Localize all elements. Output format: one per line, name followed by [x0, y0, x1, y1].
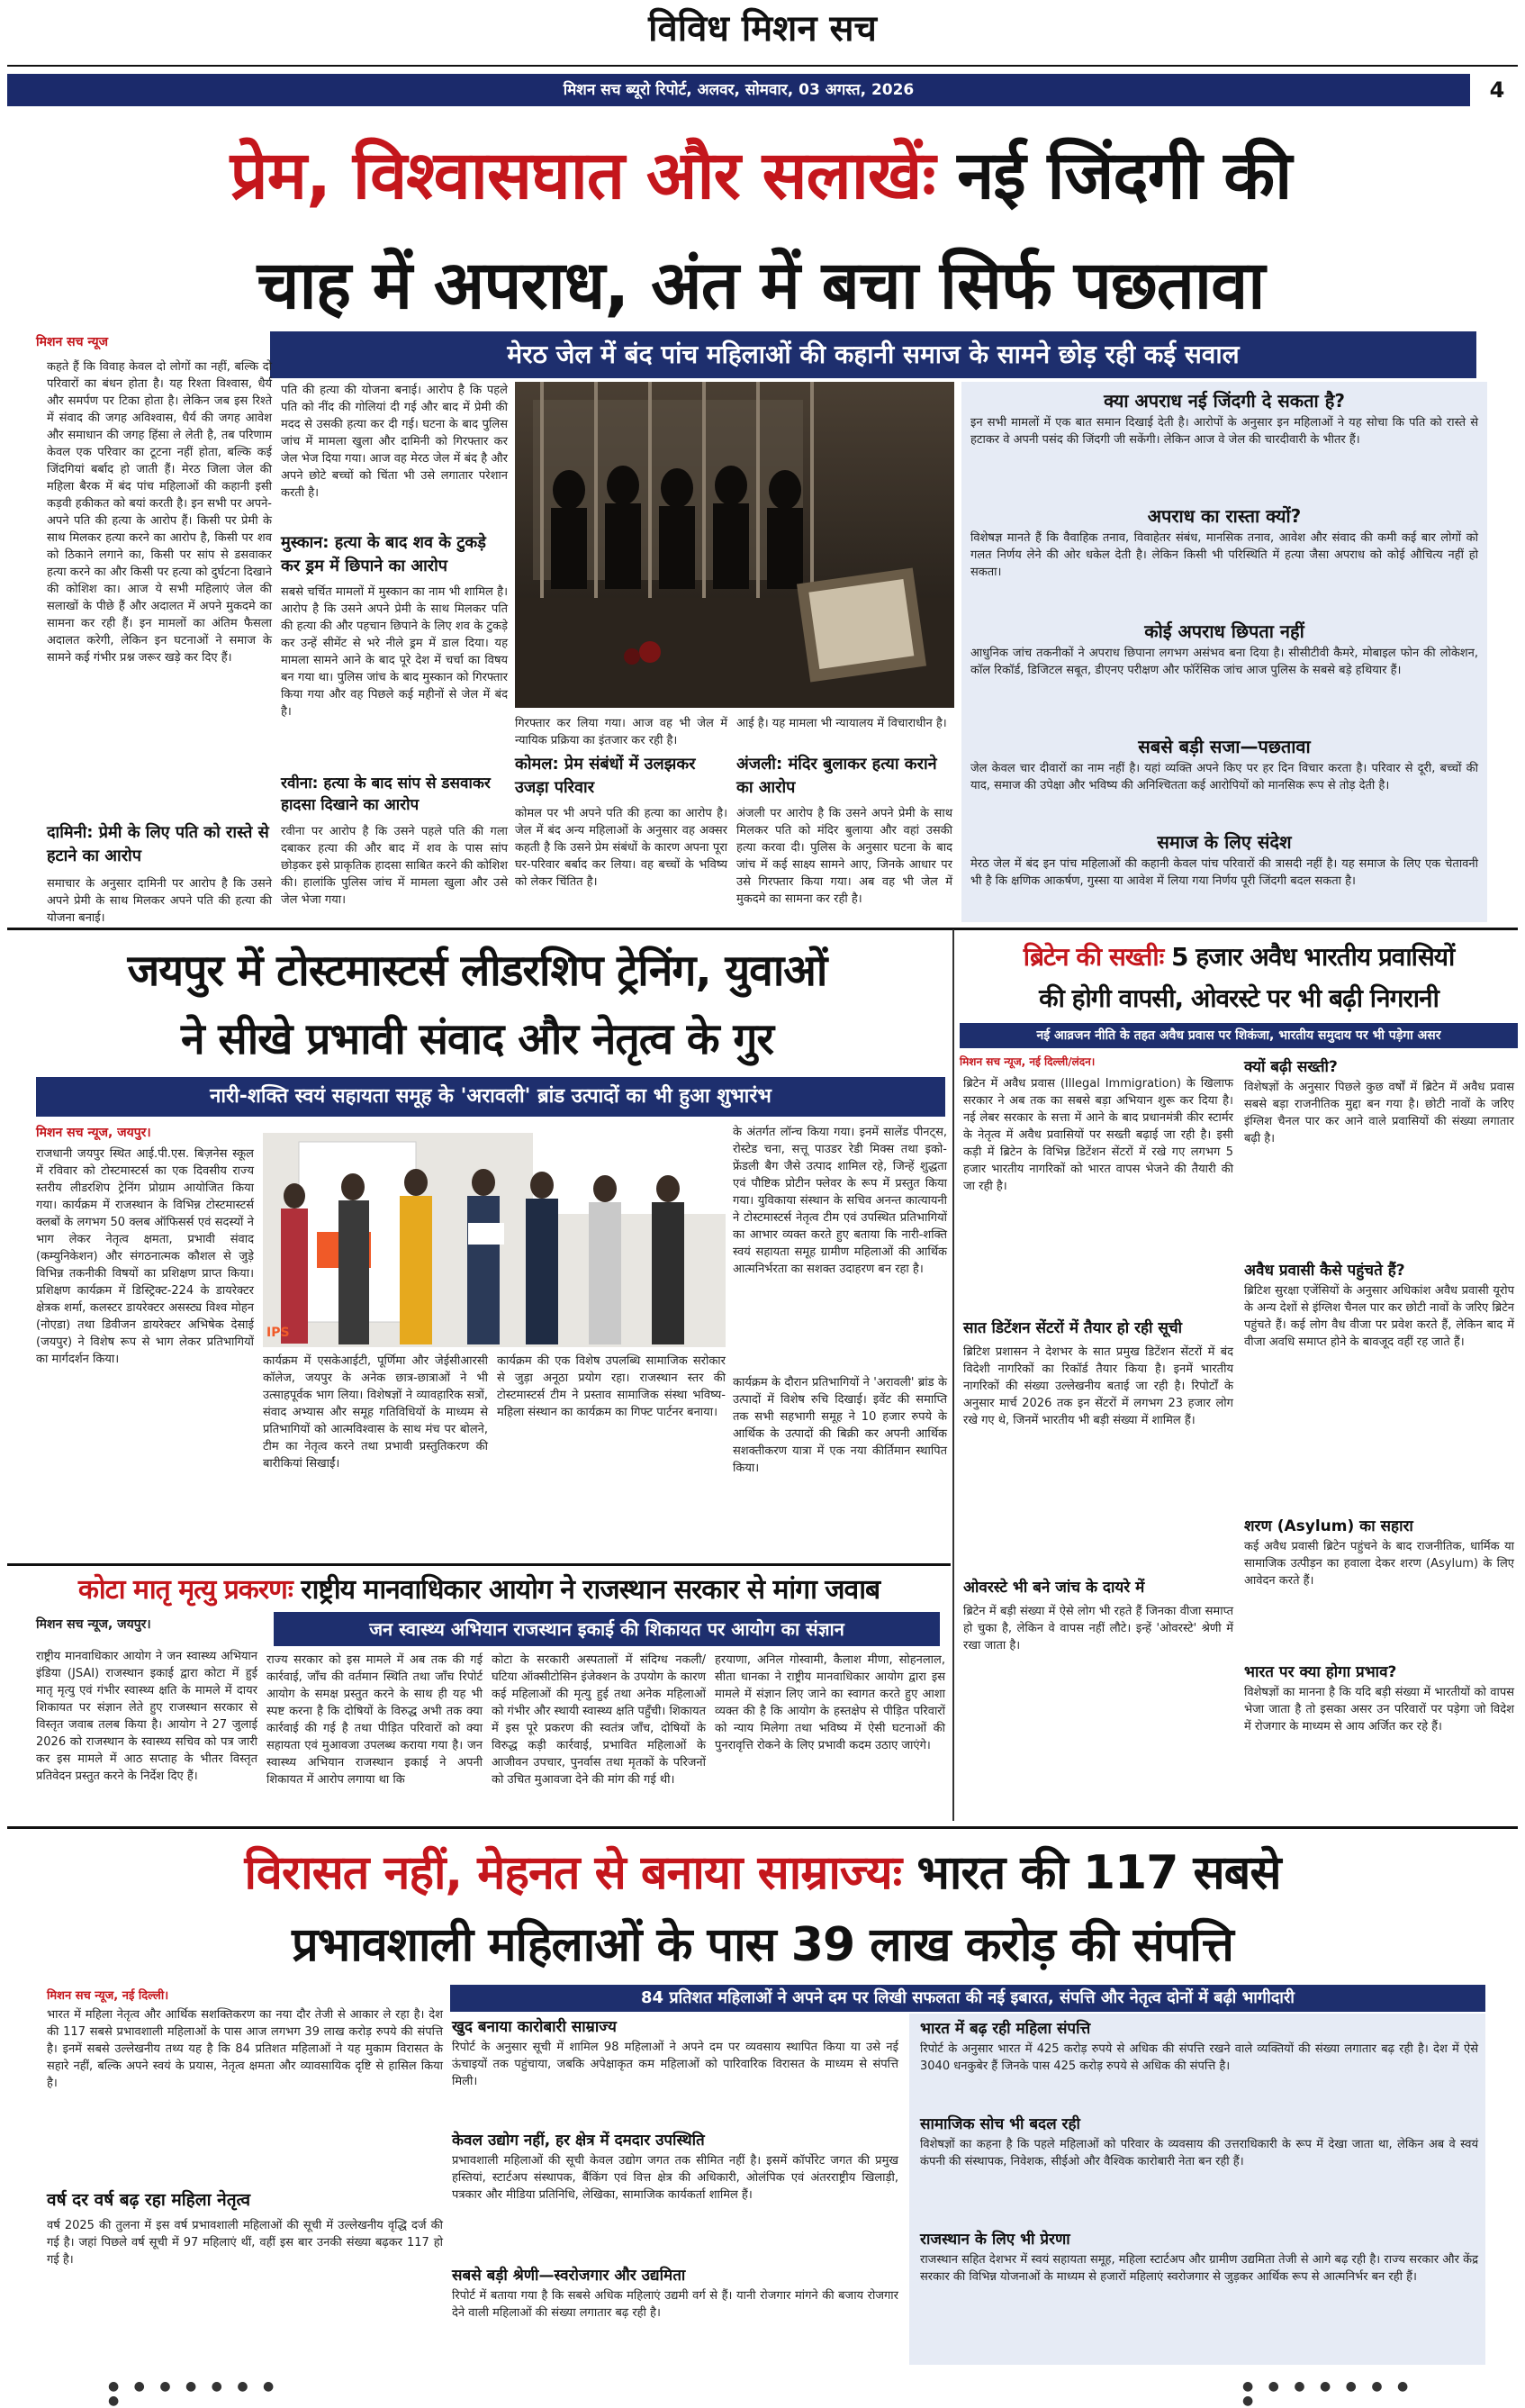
story5-headline-line1: [9, 1837, 1516, 1909]
masthead-rule: [7, 65, 1518, 67]
story3-byline: मिशन सच न्यूज, जयपुर।: [36, 1617, 151, 1632]
story1-col2-subhead2: रवीना: हत्या के बाद सांप से डसवाकर हादसा दिखाने का आरोप: [281, 774, 491, 814]
masthead: [0, 0, 1525, 58]
story4-col2-subhead3: शरण (Asylum) का सहारा: [1244, 1517, 1413, 1535]
story5-col2b: प्रभावशाली महिलाओं की सूची केवल उद्योग जगत तक सीमित नहीं है। इसमें कॉर्पोरेट जगत की प्रमुख हस्तियां, स्टार्टअप संस्थापक, बैंकिंग एवं वित्त क्षेत्र की अधिकारी, ओलंपिक एवं अंतरराष्ट्रीय खिलाड़ी, पत्रकार और मीडिया प्रतिनिधि, लेखिका, सामाजिक कार्यकर्ता शामिल हैं।: [452, 2154, 898, 2202]
registration-marks-right: ● ● ● ● ● ● ● ●: [1242, 2379, 1414, 2408]
story4-strap: नई आव्रजन नीति के तहत अवैध प्रवास पर शिकंजा, भारतीय समुदाय पर भी पड़ेगा असर: [960, 1023, 1518, 1048]
page-number: 4: [1489, 77, 1505, 103]
story3-headline-red: कोटा मातृ मृत्यु प्रकरणः: [77, 1574, 293, 1606]
story1-right-heading2: अपराध का रास्ता क्यों?: [1147, 505, 1302, 527]
story4-headline-dark: 5 हजार अवैध भारतीय प्रवासियों: [1171, 942, 1455, 972]
story1-right-d: जेल केवल चार दीवारों का नाम नहीं है। यहां व्यक्ति अपने किए पर हर दिन विचार करता है। परिवार से दूरी, बच्चों की याद, समाज की उपेक्षा और भविष्य की अनिश्चितता कई आरोपियों को मानसिक रूप से तोड़ देती है।: [970, 762, 1478, 792]
story1-headline-dark: नई जिंदगी की: [957, 137, 1292, 214]
story5-headline-red: विरासत नहीं, मेहनत से बनाया साम्राज्यः: [244, 1846, 902, 1900]
story4-col1-subhead1: सात डिटेंशन सेंटरों में तैयार हो रही सूची: [963, 1319, 1183, 1337]
story1-mid-d: अंजली पर आरोप है कि उसने अपने प्रेमी के साथ मिलकर पति को मंदिर बुलाया और वहां उसकी हत्या करवा दी। पुलिस के अनुसार घटना के बाद जांच में कई साक्ष्य सामने आए, जिनके आधार पर उसे गिरफ्तार किया गया। अब वह भी जेल में मुकदमे का सामना कर रही है।: [736, 807, 952, 906]
story5-col1: भारत में महिला नेतृत्व और आर्थिक सशक्तिकरण का नया दौर तेजी से आकार ले रहा है। देश की 117 सबसे प्रभावशाली महिलाओं के पास आज लगभग 39 लाख करोड़ रुपये की संपत्ति है। इनमें सबसे उल्लेखनीय तथ्य यह है कि 84 प्रतिशत महिलाओं ने यह मुकाम विरासत के सहारे नहीं, बल्कि अपने स्वयं के प्रयास, नेतृत्व क्षमता और व्यावसायिक दृष्टि से हासिल किया है।: [47, 2008, 443, 2090]
story1-col2-subhead1: मुस्कान: हत्या के बाद शव के टुकड़े कर ड्रम में छिपाने का आरोप: [281, 533, 486, 575]
story5-col3c: राजस्थान सहित देशभर में स्वयं सहायता समूह, महिला स्टार्टअप और ग्रामीण उद्यमिता तेजी से आगे बढ़ रही है। राज्य सरकार और केंद्र सरकार की विभिन्न योजनाओं के माध्यम से हजारों महिलाएं स्वरोजगार से जुड़कर आर्थिक रूप से आत्मनिर्भर बन रही हैं।: [920, 2253, 1478, 2284]
story2-headline-line1: जयपुर में टोस्टमास्टर्स लीडरशिप ट्रेनिंग, युवाओं: [127, 946, 827, 996]
story4-col2d: विशेषज्ञों का मानना है कि यदि बड़ी संख्या में भारतीयों को वापस भेजा जाता है तो इसका असर उन परिवारों पर पड़ेगा जो विदेश में रोजगार के माध्यम से आय अर्जित कर रहे हैं।: [1244, 1686, 1514, 1734]
event-banner-text: IPS: [266, 1326, 290, 1340]
story4-col2b: ब्रिटिश सुरक्षा एजेंसियों के अनुसार अधिकांश अवैध प्रवासी यूरोप के अन्य देशों से इंग्लिश चैनल पार कर छोटी नावों के जरिए ब्रिटेन पहुंचते हैं। कई लोग वैध वीजा पर प्रवेश करते हैं, लेकिन बाद में वीजा अवधि समाप्त होने के बावजूद वहीं रह जाते हैं।: [1244, 1284, 1514, 1349]
story1-mid-subhead2: अंजली: मंदिर बुलाकर हत्या कराने का आरोप: [736, 755, 937, 797]
story1-right-c: आधुनिक जांच तकनीकों ने अपराध छिपाना लगभग असंभव बना दिया है। सीसीटीवी कैमरे, मोबाइल फोन की लोकेशन, कॉल रिकॉर्ड, डिजिटल सबूत, डीएनए परीक्षण और फॉरेंसिक जांच आज पुलिस के सबसे बड़े हथियार हैं।: [970, 647, 1478, 677]
story2-col3b: कार्यक्रम के दौरान प्रतिभागियों ने 'अरावली' ब्रांड के उत्पादों में विशेष रुचि दिखाई। इवेंट की समाप्ति तक सभी सहभागी समूह ने 10 हजार रुपये के आर्थिक के उत्पादों की बिक्री कर अपनी आर्थिक सशक्तीकरण यात्रा में एक नया कीर्तिमान स्थापित किया।: [733, 1376, 947, 1475]
story4-col2a: विशेषज्ञों के अनुसार पिछले कुछ वर्षों में ब्रिटेन में अवैध प्रवास सबसे बड़ा राजनीतिक मुद्दा बन गया है। छोटी नावों के जरिए इंग्लिश चैनल पार कर आने वाले प्रवासियों की संख्या लगातार बढ़ी है।: [1244, 1081, 1514, 1145]
column-rule: [952, 929, 954, 1821]
story1-col2b: सबसे चर्चित मामलों में मुस्कान का नाम भी शामिल है। आरोप है कि उसने अपने प्रेमी के साथ मिलकर पति की हत्या की और पहचान छिपाने के लिए शव के टुकड़े कर उन्हें सीमेंट से भरे नीले ड्रम में डाल दिया। यह मामला सामने आने के बाद पूरे देश में चर्चा का विषय बन गया था। पुलिस जांच के बाद मुस्कान को गिरफ्तार किया गया और वह पिछले कई महीनों से जेल में बंद है।: [281, 585, 508, 719]
story4-col1c: ब्रिटेन में बड़ी संख्या में ऐसे लोग भी रहते हैं जिनका वीजा समाप्त हो चुका है, लेकिन वे वापस नहीं लौटे। इन्हें 'ओवरस्टे' श्रेणी में रखा जाता है।: [963, 1605, 1233, 1652]
story1-byline: मिशन सच न्यूज: [36, 335, 109, 349]
story4-col1: ब्रिटेन में अवैध प्रवास (Illegal Immigration) के खिलाफ सरकार ने अब तक का सबसे बड़ा अभियान शुरू कर दिया है। नई लेबर सरकार के सत्ता में आने के बाद प्रधानमंत्री कीर स्टार्मर के नेतृत्व में अवैध प्रवासियों पर सख्ती बढ़ाई जा रही है। इसी कड़ी में ब्रिटेन के विभिन्न डिटेंशन सेंटरों में रखे गए लगभग 5 हजार भारतीय नागरिकों को भारत वापस भेजने की तैयारी की जा रही है।: [963, 1077, 1233, 1193]
story1-strap: मेरठ जेल में बंद पांच महिलाओं की कहानी समाज के सामने छोड़ रही कई सवाल: [270, 331, 1476, 378]
story5-col3-subhead3: राजस्थान के लिए भी प्रेरणा: [920, 2231, 1070, 2249]
story2-col2: कार्यक्रम में एसकेआईटी, पूर्णिमा और जेईसीआरसी कॉलेज, जयपुर के अनेक छात्र-छात्राओं ने भी उत्साहपूर्वक भाग लिया। विशेषज्ञों ने व्यावहारिक सत्रों, संवाद अभ्यास और समूह गतिविधियों के माध्यम से प्रतिभागियों को आत्मविश्वास के साथ मंच पर बोलने, टीम का नेतृत्व करने तथा प्रभावी प्रस्तुतिकरण की बारीकियां सिखाईं।: [263, 1354, 488, 1471]
story1-right-heading3: कोई अपराध छिपता नहीं: [1144, 620, 1304, 642]
story5-col3-subhead2: सामाजिक सोच भी बदल रही: [920, 2115, 1080, 2133]
story1-mid-subhead1: कोमल: प्रेम संबंधों में उलझकर उजड़ा परिवार: [515, 755, 696, 797]
story2-col1: राजधानी जयपुर स्थित आई.पी.एस. बिज़नेस स्कूल में रविवार को टोस्टमास्टर्स का एक दिवसीय राज्य स्तरीय लीडरशिप ट्रेनिंग प्रोग्राम आयोजित किया गया। कार्यक्रम में राजस्थान के विभिन्न टोस्टमास्टर्स क्लबों के लगभग 50 क्लब ऑफिसर्स एवं सदस्यों ने भाग लेकर नेतृत्व क्षमता, प्रभावी संवाद (कम्युनिकेशन) और संगठनात्मक कौशल से जुड़े विभिन्न तकनीकी विषयों का प्रशिक्षण प्राप्त किया। प्रशिक्षण कार्यक्रम में डिस्ट्रिक्ट-224 के डायरेक्टर क्षेत्रक शर्मा, कलस्टर डायरेक्टर असस्ट्य विश्व मोहन (नोएडा) तथा डिवीजन डायरेक्टर अभिषेक देसाई (जयपुर) ने विशेष रूप से भाग लेकर प्रतिभागियों का मार्गदर्शन किया।: [36, 1147, 254, 1366]
event-photo: [263, 1133, 726, 1347]
story5-strap: 84 प्रतिशत महिलाओं ने अपने दम पर लिखी सफलता की नई इबारत, संपत्ति और नेतृत्व दोनों में बढ़ी भागीदारी: [450, 1985, 1485, 2012]
story4-col2-subhead2: अवैध प्रवासी कैसे पहुंचते हैं?: [1244, 1262, 1405, 1280]
registration-marks-left: ● ● ● ● ● ● ● ●: [108, 2379, 280, 2408]
jail-photo: [515, 382, 954, 708]
story5-col1b: वर्ष 2025 की तुलना में इस वर्ष प्रभावशाली महिलाओं की सूची में उल्लेखनीय वृद्धि दर्ज की गई है। जहां पिछले वर्ष सूची में 97 महिलाएं थीं, वहीं इस बार उनकी संख्या बढ़कर 117 हो गई है।: [47, 2219, 443, 2267]
story5-col2-subhead2: केवल उद्योग नहीं, हर क्षेत्र में दमदार उपस्थिति: [452, 2132, 705, 2150]
story3-col4: हरयाणा, अनिल गोस्वामी, कैलाश मीणा, सोहनलाल, सीता धानका ने राष्ट्रीय मानवाधिकार आयोग द्वारा इस मामले में संज्ञान लिए जाने का स्वागत करते हुए आशा व्यक्त की है कि आयोग के हस्तक्षेप से पीड़ित परिवारों को न्याय मिलेगा तथा भविष्य में ऐसी घटनाओं की पुनरावृत्ति रोकने के लिए प्रभावी कदम उठाए जाएंगे।: [715, 1653, 945, 1752]
story5-col2-subhead3: सबसे बड़ी श्रेणी—स्वरोजगार और उद्यमिता: [452, 2267, 686, 2285]
story1-mid-a: गिरफ्तार कर लिया गया। आज वह भी जेल में न्यायिक प्रक्रिया का इंतजार कर रही है।: [515, 717, 727, 747]
story5-col2-subhead1: खुद बनाया कारोबारी साम्राज्य: [452, 2018, 617, 2036]
story4-byline: मिशन सच न्यूज, नई दिल्ली/लंदन।: [960, 1055, 1096, 1068]
story5-col1-subhead: वर्ष दर वर्ष बढ़ रहा महिला नेतृत्व: [47, 2190, 251, 2210]
story4-col2-subhead4: भारत पर क्या होगा प्रभाव?: [1244, 1663, 1397, 1681]
story5-headline-dark: भारत की 117 सबसे: [916, 1846, 1281, 1900]
story2-col3a: के अंतर्गत लॉन्च किया गया। इनमें सालेंड पीनट्स, रोस्टेड चना, सत्तू पाउडर रेडी मिक्स तथा इको-फ्रेंडली बैग जैसे उत्पाद शामिल रहे, जिन्हें शुद्धता एवं पौष्टिक प्रोटीन फ्लेवर के रूप में प्रस्तुत किया गया। युविकाया संस्थान के सचिव अनन्त कात्यायनी ने टोस्टमास्टर्स नेतृत्व टीम एवं उपस्थित प्रतिभागियों का आभार व्यक्त करते हुए बताया कि नारी-शक्ति स्वयं सहायता समूह ग्रामीण महिलाओं की आर्थिक आत्मनिर्भरता का सशक्त उदाहरण बन रहा है।: [733, 1126, 947, 1276]
story5-col3a: रिपोर्ट के अनुसार भारत में 425 करोड़ रुपये से अधिक की संपत्ति रखने वाले व्यक्तियों की संख्या लगातार बढ़ रही है। देश में ऐसे 3040 धनकुबेर हैं जिनके पास 425 करोड़ रुपये से अधिक की संपत्ति है।: [920, 2042, 1478, 2073]
story5-byline: मिशन सच न्यूज, नई दिल्ली।: [47, 1989, 169, 2003]
jail-bars-illustration: [515, 382, 954, 708]
story3-col2: राज्य सरकार को इस मामले में अब तक की गई कार्रवाई, जाँच की वर्तमान स्थिति तथा जाँच रिपोर्ट आयोग के समक्ष प्रस्तुत करने के साथ ही यह भी स्पष्ट करना है कि दोषियों के विरुद्ध अभी तक क्या कार्रवाई की गई है तथा पीड़ित परिवारों को क्या सहायता एवं मुआवजा उपलब्ध कराया गया है। जन स्वास्थ्य अभियान राजस्थान इकाई ने अपनी शिकायत में आरोप लगाया था कि: [266, 1653, 483, 1787]
story1-right-heading1: क्या अपराध नई जिंदगी दे सकता है?: [1104, 390, 1345, 412]
story1-col1-subhead: दामिनी: प्रेमी के लिए पति को रास्ते से हटाने का आरोप: [47, 823, 269, 865]
story3-headline-dark: राष्ट्रीय मानवाधिकार आयोग ने राजस्थान सरकार से मांगा जवाब: [301, 1574, 880, 1606]
story3-strap: जन स्वास्थ्य अभियान राजस्थान इकाई की शिकायत पर आयोग का संज्ञान: [274, 1612, 940, 1646]
story3-col3: कोटा के सरकारी अस्पतालों में संदिग्ध नकली/घटिया ऑक्सीटोसिन इंजेक्शन के उपयोग के कारण कई महिलाओं की मृत्यु हुई तथा अनेक महिलाओं को गंभीर और स्थायी स्वास्थ्य क्षति पहुँची। शिकायत में इस पूरे प्रकरण की स्वतंत्र जाँच, दोषियों के विरुद्ध कड़ी कार्रवाई, प्रभावित महिलाओं के आजीवन उपचार, पुनर्वास तथा मृतकों के परिजनों को उचित मुआवजा देने की मांग की गई थी।: [492, 1653, 706, 1787]
story1-headline-line1: [9, 117, 1512, 234]
story2-byline: मिशन सच न्यूज, जयपुर।: [36, 1126, 151, 1140]
story1-right-heading5: समाज के लिए संदेश: [1157, 831, 1292, 853]
section-divider-3: [7, 1826, 1518, 1829]
story1-headline-red: प्रेम, विश्वासघात और सलाखेंः: [230, 137, 935, 214]
event-group-illustration: [263, 1133, 726, 1347]
story4-headline-red: ब्रिटेन की सख्तीः: [1023, 942, 1164, 972]
story5-headline-line2: प्रभावशाली महिलाओं के पास 39 लाख करोड़ की संपत्ति: [292, 1918, 1233, 1972]
story1-right-e: मेरठ जेल में बंद इन पांच महिलाओं की कहानी केवल पांच परिवारों की त्रासदी नहीं है। यह समाज के लिए एक चेतावनी भी है कि क्षणिक आकर्षण, गुस्सा या आवेश में लिया गया निर्णय पूरी जिंदगी बदल सकता है।: [970, 857, 1478, 888]
story1-mid-c: आई है। यह मामला भी न्यायालय में विचाराधीन है।: [736, 717, 947, 730]
story2-col2b: कार्यक्रम की एक विशेष उपलब्धि सामाजिक सरोकार से जुड़ा अनूठा प्रयोग रहा। राजस्थान स्तर की टोस्टमास्टर्स टीम ने प्रस्ताव सामाजिक संस्था भविष्य-महिला संस्थान का कार्यक्रम का गिफ्ट पार्टनर बनाया।: [497, 1354, 726, 1419]
story5-col3b: विशेषज्ञों का कहना है कि पहले महिलाओं को परिवार के व्यवसाय की उत्तराधिकारी के रूप में देखा जाता था, लेकिन अब वे स्वयं कंपनी की संस्थापक, निवेशक, सीईओ और वैश्विक कारोबारी नेता बन रही हैं।: [920, 2138, 1478, 2168]
story4-headline-line2: की होगी वापसी, ओवरस्टे पर भी बढ़ी निगरानी: [1039, 983, 1439, 1013]
story3-headline: [9, 1569, 949, 1612]
story1-right-a: इन सभी मामलों में एक बात समान दिखाई देती है। आरोपों के अनुसार इन महिलाओं ने यह सोचा कि पति को रास्ते से हटाकर वे अपनी पसंद की जिंदगी जी सकेंगी। लेकिन आज वे जेल की चारदीवारी के भीतर हैं।: [970, 416, 1478, 447]
dateline: मिशन सच ब्यूरो रिपोर्ट, अलवर, सोमवार, 03 अगस्त, 2026: [7, 74, 1470, 106]
story4-col1-subhead2: ओवरस्टे भी बने जांच के दायरे में: [963, 1579, 1145, 1597]
story1-headline-line2: चाह में अपराध, अंत में बचा सिर्फ पछतावा: [257, 247, 1265, 324]
story3-col1: राष्ट्रीय मानवाधिकार आयोग ने जन स्वास्थ्य अभियान इंडिया (JSAI) राजस्थान इकाई द्वारा कोटा में हुई मातृ मृत्यु एवं गंभीर स्वास्थ्य क्षति के मामले में दायर शिकायत पर संज्ञान लेते हुए राजस्थान सरकार से विस्तृत जवाब तलब किया है। आयोग ने 27 जुलाई 2026 को राजस्थान के स्वास्थ्य सचिव को पत्र जारी कर इस मामले में आठ सप्ताह के भीतर विस्तृत प्रतिवेदन प्रस्तुत करने के निर्देश दिए हैं।: [36, 1650, 257, 1783]
story4-col1b: ब्रिटिश प्रशासन ने देशभर के सात प्रमुख डिटेंशन सेंटरों में बंद विदेशी नागरिकों का रिकॉर्ड तैयार किया है। इनमें भारतीय नागरिकों की संख्या उल्लेखनीय बताई जा रही है। रिपोर्टों के अनुसार मार्च 2026 तक इन सेंटरों में लगभग 23 हजार लोग रखे गए थे, जिनमें भारतीय भी बड़ी संख्या में शामिल हैं।: [963, 1345, 1233, 1427]
story5-col2a: रिपोर्ट के अनुसार सूची में शामिल 98 महिलाओं ने अपने दम पर व्यवसाय स्थापित किया या उसे नई ऊंचाइयों तक पहुंचाया, जबकि अपेक्षाकृत कम महिलाओं को पारिवारिक विरासत के माध्यम से संपत्ति मिली।: [452, 2041, 898, 2088]
story5-col3-subhead1: भारत में बढ़ रही महिला संपत्ति: [920, 2020, 1091, 2038]
story2-strap: नारी-शक्ति स्वयं सहायता समूह के 'अरावली' ब्रांड उत्पादों का भी हुआ शुभारंभ: [36, 1077, 945, 1117]
story5-col2c: रिपोर्ट में बताया गया है कि सबसे अधिक महिलाएं उद्यमी वर्ग से हैं। यानी रोजगार मांगने की बजाय रोजगार देने वाली महिलाओं की संख्या लगातार बढ़ रही है।: [452, 2289, 898, 2320]
newspaper-title: विविध मिशन सच: [648, 7, 877, 50]
section-divider-2: [7, 1563, 951, 1566]
story4-col2-subhead1: क्यों बढ़ी सख्ती?: [1244, 1058, 1338, 1076]
story1-col2a: पति की हत्या की योजना बनाई। आरोप है कि पहले पति को नींद की गोलियां दी गई और बाद में प्रेमी की मदद से उसकी हत्या कर दी गई। घटना के बाद पुलिस जांच में मामला खुला और दामिनी को गिरफ्तार कर जेल भेज दिया गया। आज वह मेरठ जेल में बंद है और अपने छोटे बच्चों को चिंता भी उसे लगातार परेशान करती है।: [281, 384, 508, 500]
story1-col1b: समाचार के अनुसार दामिनी पर आरोप है कि उसने अपने प्रेमी के साथ मिलकर अपने पति की हत्या की योजना बनाई।: [47, 877, 272, 925]
story1-right-heading4: सबसे बड़ी सजा—पछतावा: [1138, 736, 1311, 757]
section-divider: [7, 928, 1518, 930]
story4-col2c: कई अवैध प्रवासी ब्रिटेन पहुंचने के बाद राजनीतिक, धार्मिक या सामाजिक उत्पीड़न का हवाला देकर शरण (Asylum) के लिए आवेदन करते हैं।: [1244, 1540, 1514, 1588]
story1-mid-b: कोमल पर भी अपने पति की हत्या का आरोप है। जेल में बंद अन्य महिलाओं के अनुसार वह अक्सर कहती है कि उसने प्रेम संबंधों के कारण अपना पूरा घर-परिवार बर्बाद कर लिया। वह बच्चों के भविष्य को लेकर चिंतित है।: [515, 807, 727, 889]
story1-col1: कहते हैं कि विवाह केवल दो लोगों का नहीं, बल्कि दो परिवारों का बंधन होता है। यह रिश्ता विश्वास, धैर्य और समर्पण पर टिका होता है। लेकिन जब इस रिश्ते में संवाद की जगह अविश्वास, धैर्य की जगह आवेश और समाधान की जगह हिंसा ले लेती है, तब परिणाम केवल एक परिवार का टूटना नहीं होता, बल्कि कई जिंदगियां बर्बाद हो जाती हैं। मेरठ जिला जेल की महिला बैरक में बंद पांच महिलाओं की कहानी इसी कड़वी हकीकत को बयां करती है। इन सभी पर अपने-अपने पति की हत्या के आरोप हैं। किसी पर प्रेमी के साथ मिलकर हत्या करने का आरोप है, किसी पर शव को ठिकाने लगाने का, किसी पर सांप से डसवाकर हत्या करने का और किसी पर हत्या को दुर्घटना दिखाने की कोशिश का। आज ये सभी महिलाएं जेल की सलाखों के पीछे हैं और अदालत में अपने मुकदमे का सामना कर रही हैं। इन मामलों का अंतिम फैसला अदालत करेगी, लेकिन इन घटनाओं ने समाज के सामने कई गंभीर प्रश्न जरूर खड़े कर दिए हैं।: [47, 360, 272, 665]
story1-right-b: विशेषज्ञ मानते हैं कि वैवाहिक तनाव, विवाहेतर संबंध, मानसिक तनाव, आवेश और संवाद की कमी कई बार लोगों को गलत निर्णय लेने की ओर धकेल देती है। लेकिन किसी भी परिस्थिति में हत्या जैसा अपराध को कोई औचित्य नहीं हो सकता।: [970, 531, 1478, 579]
story4-headline-line1: [960, 937, 1518, 978]
story2-headline-line2: ने सीखे प्रभावी संवाद और नेतृत्व के गुर: [180, 1014, 774, 1064]
story1-col2c: रवीना पर आरोप है कि उसने पहले पति की गला दबाकर हत्या की और बाद में शव के पास सांप छोड़कर इसे प्राकृतिक हादसा साबित करने की कोशिश की। हालांकि पुलिस जांच में मामला खुला और उसे जेल भेजा गया।: [281, 825, 508, 907]
